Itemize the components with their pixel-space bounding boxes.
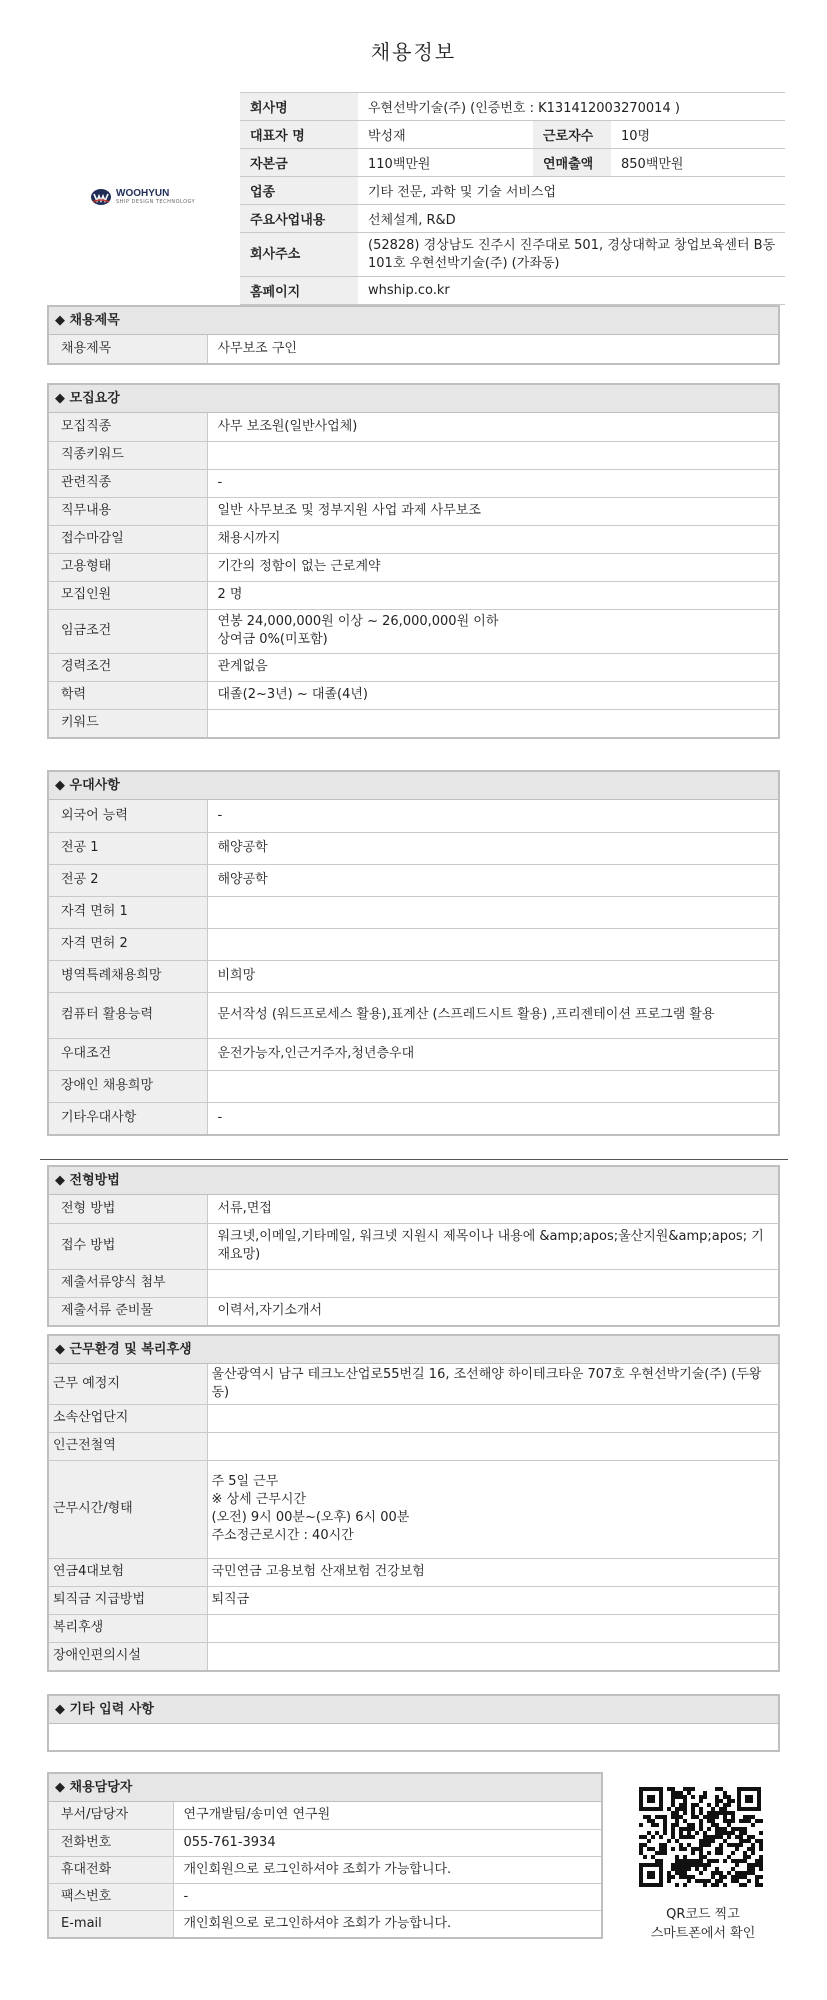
table-row bbox=[49, 1038, 778, 1070]
section-preferences bbox=[47, 770, 780, 1136]
table-row bbox=[49, 1829, 601, 1856]
table-row bbox=[49, 335, 778, 363]
logo-text: WOOHYUN bbox=[116, 188, 170, 199]
row-label: 직무내용 bbox=[49, 497, 207, 525]
table-row bbox=[49, 1195, 778, 1223]
table-row bbox=[49, 1269, 778, 1297]
section-job-title bbox=[47, 305, 780, 365]
ceo-value: 박성재 bbox=[358, 121, 533, 149]
row-label: 외국어 능력 bbox=[49, 800, 207, 832]
table-row bbox=[49, 709, 778, 737]
section-header: ◆ 채용담당자 bbox=[49, 1774, 601, 1802]
row-label: 연금4대보험 bbox=[49, 1558, 207, 1586]
row-value: 워크넷,이메일,기타메일, 워크넷 지원시 제목이나 내용에 &amp;apos;울산지원&amp;apos; 기재요망) bbox=[207, 1223, 778, 1269]
table-row bbox=[49, 681, 778, 709]
row-value: 국민연금 고용보험 산재보험 건강보험 bbox=[207, 1558, 778, 1586]
row-value bbox=[49, 1724, 778, 1750]
section-screening bbox=[47, 1165, 780, 1327]
row-value: 관계없음 bbox=[207, 653, 778, 681]
row-label: 경력조건 bbox=[49, 653, 207, 681]
row-label: 전형 방법 bbox=[49, 1195, 207, 1223]
table-row bbox=[49, 1802, 601, 1829]
row-value: 사무 보조원(일반사업체) bbox=[207, 413, 778, 441]
address-value: (52828) 경상남도 진주시 진주대로 501, 경상대학교 창업보육센터 B동 101호 우현선박기술(주) (가좌동) bbox=[358, 233, 785, 277]
table-row bbox=[49, 525, 778, 553]
row-label: 관련직종 bbox=[49, 469, 207, 497]
row-label: 채용제목 bbox=[49, 335, 207, 363]
row-label: 자격 면허 2 bbox=[49, 928, 207, 960]
business-value: 선체설계, R&D bbox=[358, 205, 785, 233]
row-label: 자격 면허 1 bbox=[49, 896, 207, 928]
industry-label: 업종 bbox=[240, 177, 358, 205]
table-row bbox=[49, 581, 778, 609]
row-value: 비희망 bbox=[207, 960, 778, 992]
row-label: 제출서류양식 첨부 bbox=[49, 1269, 207, 1297]
row-value: 2 명 bbox=[207, 581, 778, 609]
qr-code-icon bbox=[637, 1785, 763, 1889]
row-value bbox=[207, 1404, 778, 1432]
table-row bbox=[49, 1614, 778, 1642]
table-row bbox=[49, 1910, 601, 1937]
section-header: ◆ 전형방법 bbox=[49, 1167, 778, 1195]
row-value: 채용시까지 bbox=[207, 525, 778, 553]
work-days: 주 5일 근무 bbox=[211, 1474, 279, 1489]
row-label: 모집인원 bbox=[49, 581, 207, 609]
row-label: 병역특례채용희망 bbox=[49, 960, 207, 992]
row-value: - bbox=[173, 1883, 601, 1910]
row-value bbox=[207, 1614, 778, 1642]
row-label: 복리후생 bbox=[49, 1614, 207, 1642]
row-value bbox=[207, 928, 778, 960]
table-row bbox=[49, 1223, 778, 1269]
table-row bbox=[49, 609, 778, 653]
business-label: 주요사업내용 bbox=[240, 205, 358, 233]
table-row bbox=[49, 864, 778, 896]
row-label: 근무 예정지 bbox=[49, 1364, 207, 1404]
row-value: 문서작성 (워드프로세스 활용),표계산 (스프레드시트 활용) ,프리젠테이션 프로그램 활용 bbox=[207, 992, 778, 1038]
homepage-link[interactable]: whship.co.kr bbox=[358, 277, 785, 305]
row-label: 직종키워드 bbox=[49, 441, 207, 469]
table-row bbox=[49, 553, 778, 581]
row-label: 기타우대사항 bbox=[49, 1102, 207, 1134]
table-row bbox=[49, 1070, 778, 1102]
company-info-table bbox=[240, 92, 785, 305]
table-row bbox=[49, 832, 778, 864]
company-row-name bbox=[240, 93, 785, 121]
table-row bbox=[49, 413, 778, 441]
table-row bbox=[49, 1558, 778, 1586]
row-value: - bbox=[217, 1110, 223, 1126]
row-value: 사무보조 구인 bbox=[217, 341, 297, 356]
row-label: 장애인 채용희망 bbox=[49, 1070, 207, 1102]
address-label: 회사주소 bbox=[240, 233, 358, 277]
row-label: 인근전철역 bbox=[49, 1432, 207, 1460]
row-value bbox=[207, 1432, 778, 1460]
row-value: 해양공학 bbox=[207, 864, 778, 896]
table-row bbox=[49, 896, 778, 928]
row-label: 모집직종 bbox=[49, 413, 207, 441]
section-environment bbox=[47, 1334, 780, 1672]
company-row-address bbox=[240, 233, 785, 277]
divider bbox=[40, 1159, 788, 1160]
row-label: 접수마감일 bbox=[49, 525, 207, 553]
table-row bbox=[49, 653, 778, 681]
table-row bbox=[49, 1432, 778, 1460]
row-label: 휴대전화 bbox=[49, 1856, 173, 1883]
table-row bbox=[49, 441, 778, 469]
page-title: 채용정보 bbox=[370, 40, 457, 64]
company-row-ceo bbox=[240, 121, 785, 149]
row-label: 부서/담당자 bbox=[49, 1802, 173, 1829]
section-header: ◆ 기타 입력 사항 bbox=[49, 1696, 778, 1724]
table-row bbox=[49, 800, 778, 832]
sales-value: 850백만원 bbox=[611, 149, 785, 177]
section-other bbox=[47, 1694, 780, 1752]
table-row bbox=[49, 1460, 778, 1558]
ceo-label: 대표자 명 bbox=[240, 121, 358, 149]
work-hours: (오전) 9시 00분~(오후) 6시 00분 bbox=[211, 1510, 410, 1525]
sales-label: 연매출액 bbox=[533, 149, 611, 177]
company-row-industry bbox=[240, 177, 785, 205]
row-value: - bbox=[207, 800, 778, 832]
table-row bbox=[49, 1364, 778, 1404]
section-header: ◆ 근무환경 및 복리후생 bbox=[49, 1336, 778, 1364]
section-contact bbox=[47, 1772, 603, 1939]
table-row bbox=[49, 1102, 778, 1134]
row-label: 퇴직금 지급방법 bbox=[49, 1586, 207, 1614]
row-value: 일반 사무보조 및 정부지원 사업 과제 사무보조 bbox=[207, 497, 778, 525]
section-header: ◆ 모집요강 bbox=[49, 385, 778, 413]
row-value bbox=[207, 609, 778, 653]
row-label: 컴퓨터 활용능력 bbox=[49, 992, 207, 1038]
row-label: 근무시간/형태 bbox=[49, 1460, 207, 1558]
row-value bbox=[207, 441, 778, 469]
company-row-capital bbox=[240, 149, 785, 177]
row-label: 팩스번호 bbox=[49, 1883, 173, 1910]
employees-value: 10명 bbox=[611, 121, 785, 149]
row-value: 서류,면접 bbox=[207, 1195, 778, 1223]
row-label: 학력 bbox=[49, 681, 207, 709]
row-value bbox=[207, 709, 778, 737]
company-row-business bbox=[240, 205, 785, 233]
row-value bbox=[207, 1460, 778, 1558]
qr-caption-2: 스마트폰에서 확인 bbox=[650, 1926, 756, 1941]
salary-range: 연봉 24,000,000원 이상 ~ 26,000,000원 이하 bbox=[217, 614, 499, 629]
row-value: 대졸(2~3년) ~ 대졸(4년) bbox=[207, 681, 778, 709]
row-value: 이력서,자기소개서 bbox=[217, 1303, 323, 1319]
company-logo-icon bbox=[90, 188, 112, 206]
row-value: 퇴직금 bbox=[207, 1586, 778, 1614]
logo-subtext: SHIP DESIGN TECHNOLOGY bbox=[116, 199, 196, 205]
capital-value: 110백만원 bbox=[358, 149, 533, 177]
table-row bbox=[49, 928, 778, 960]
company-name-label: 회사명 bbox=[240, 93, 358, 121]
industry-value: 기타 전문, 과학 및 기술 서비스업 bbox=[358, 177, 785, 205]
row-label: 전화번호 bbox=[49, 1829, 173, 1856]
capital-label: 자본금 bbox=[240, 149, 358, 177]
qr-caption-1: QR코드 찍고 bbox=[666, 1907, 740, 1922]
row-value: 연구개발팀/송미연 연구원 bbox=[173, 1802, 601, 1829]
row-value: 개인회원으로 로그인하셔야 조회가 가능합니다. bbox=[173, 1856, 601, 1883]
row-value: 운전가능자,인근거주자,청년층우대 bbox=[207, 1038, 778, 1070]
company-name-value: 우현선박기술(주) (인증번호 : K131412003270014 ) bbox=[358, 93, 785, 121]
phone-number[interactable]: 055-761-3934 bbox=[173, 1829, 601, 1856]
section-header: ◆ 채용제목 bbox=[49, 307, 778, 335]
company-logo bbox=[90, 188, 195, 206]
row-value: 해양공학 bbox=[207, 832, 778, 864]
row-value bbox=[207, 1269, 778, 1297]
table-row bbox=[49, 1642, 778, 1670]
section-recruitment bbox=[47, 383, 780, 739]
row-label: 전공 1 bbox=[49, 832, 207, 864]
table-row bbox=[49, 1586, 778, 1614]
row-value bbox=[207, 1642, 778, 1670]
section-header: ◆ 우대사항 bbox=[49, 772, 778, 800]
table-row bbox=[49, 1404, 778, 1432]
row-value: - bbox=[207, 469, 778, 497]
table-row bbox=[49, 992, 778, 1038]
table-row bbox=[49, 960, 778, 992]
row-value bbox=[207, 1070, 778, 1102]
table-row bbox=[49, 1724, 778, 1750]
row-label: 키워드 bbox=[49, 709, 207, 737]
row-label: 접수 방법 bbox=[49, 1223, 207, 1269]
row-label: 고용형태 bbox=[49, 553, 207, 581]
employees-label: 근로자수 bbox=[533, 121, 611, 149]
table-row bbox=[49, 497, 778, 525]
row-value: 기간의 정함이 없는 근로계약 bbox=[207, 553, 778, 581]
row-label: 우대조건 bbox=[49, 1038, 207, 1070]
table-row bbox=[49, 1883, 601, 1910]
table-row bbox=[49, 469, 778, 497]
row-label: 장애인편의시설 bbox=[49, 1642, 207, 1670]
row-label: E-mail bbox=[49, 1910, 173, 1937]
homepage-label: 홈페이지 bbox=[240, 277, 358, 305]
work-hours-note: ※ 상세 근무시간 bbox=[211, 1492, 307, 1507]
row-label: 제출서류 준비물 bbox=[49, 1297, 207, 1325]
row-label: 소속산업단지 bbox=[49, 1404, 207, 1432]
row-value: 개인회원으로 로그인하셔야 조회가 가능합니다. bbox=[183, 1915, 452, 1931]
weekly-hours: 주소정근로시간 : 40시간 bbox=[211, 1528, 354, 1543]
row-label: 전공 2 bbox=[49, 864, 207, 896]
row-value bbox=[207, 896, 778, 928]
table-row bbox=[49, 1297, 778, 1325]
row-value: 울산광역시 남구 테크노산업로55번길 16, 조선해양 하이테크타운 707호 우현선박기술(주) (두왕동) bbox=[207, 1364, 778, 1404]
table-row bbox=[49, 1856, 601, 1883]
company-row-homepage bbox=[240, 277, 785, 305]
row-label: 임금조건 bbox=[49, 609, 207, 653]
bonus-info: 상여금 0%(미포함) bbox=[217, 632, 328, 647]
